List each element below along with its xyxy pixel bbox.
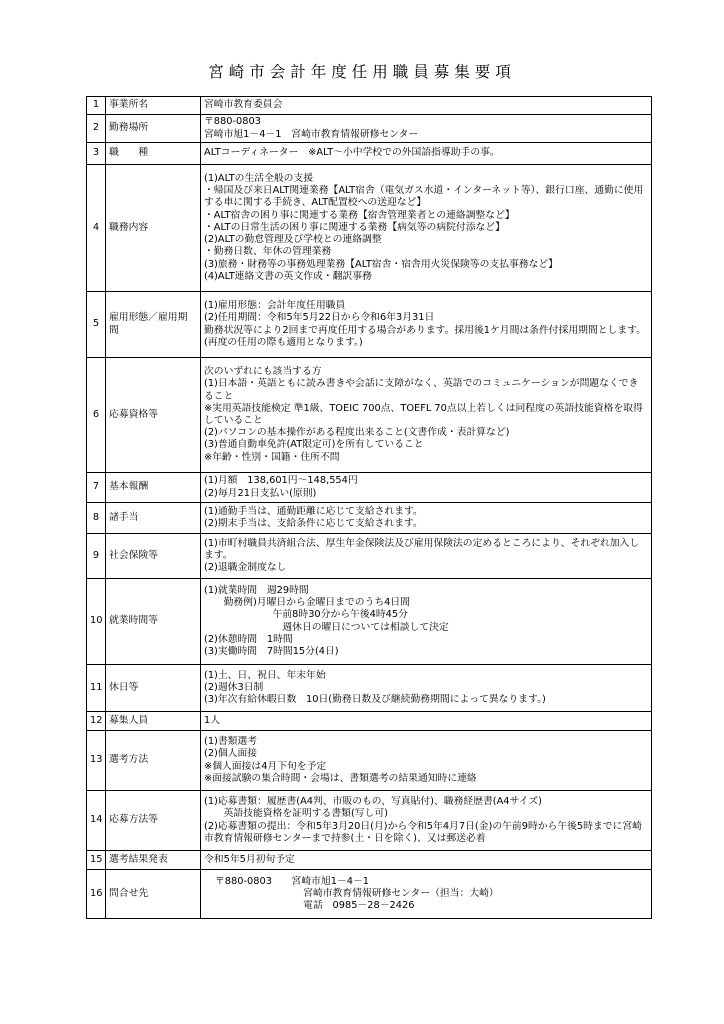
row-number: 7 — [87, 473, 106, 503]
row-content: (1)土、日、祝日、年末年始 (2)週休3日制 (3)年次有給休暇日数 10日(勤務日数及び継続勤務期間によって異なります。) — [201, 665, 652, 712]
table-row — [87, 712, 652, 731]
row-item-label: 応募資格等 — [106, 358, 201, 473]
row-number: 12 — [87, 712, 106, 731]
row-item-label: 休日等 — [106, 665, 201, 712]
row-number: 6 — [87, 358, 106, 473]
row-number: 13 — [87, 731, 106, 791]
table-row — [87, 731, 652, 791]
recruitment-outline-table — [86, 96, 652, 919]
row-content: (1)書類選考 (2)個人面接 ※個人面接は4月下旬を予定 ※面接試験の集合時間・会場は、書類選考の結果通知時に連絡 — [201, 731, 652, 791]
row-item-label: 事業所名 — [106, 97, 201, 115]
row-number: 8 — [87, 503, 106, 534]
row-number: 4 — [87, 165, 106, 292]
table-row — [87, 97, 652, 115]
table-row — [87, 292, 652, 358]
row-item-label: 職 種 — [106, 143, 201, 165]
row-content: 令和5年5月初旬予定 — [201, 851, 652, 870]
row-content: (1)月額 138,601円～148,554円 (2)毎月21日支払い(原則) — [201, 473, 652, 503]
row-number: 2 — [87, 115, 106, 143]
row-content: (1)就業時間 週29時間 勤務例)月曜日から金曜日までのうち4日間 午前8時30分から午後4時45分 週休日の曜日については相談して決定 (2)休憩時間 1時間 (3)実働時間 7時間15分(4日) — [201, 579, 652, 665]
row-item-label: 基本報酬 — [106, 473, 201, 503]
table-row — [87, 473, 652, 503]
table-row — [87, 791, 652, 851]
row-content: 次のいずれにも該当する方 (1)日本語・英語ともに読み書きや会話に支障がなく、英語でのコミュニケーションが問題なくできること ※実用英語技能検定 準1級、TOEIC 700点、TOEFL 70点以上若しくは同程度の英語技能資格を取得していること (2)パソコンの基本操作がある程度出来ること(文書作成・表計算など) (3)普通自動車免許(AT限定可)を所有していること ※年齢・性別・国籍・住所不問 — [201, 358, 652, 473]
row-number: 15 — [87, 851, 106, 870]
row-number: 3 — [87, 143, 106, 165]
row-item-label: 勤務場所 — [106, 115, 201, 143]
row-number: 11 — [87, 665, 106, 712]
row-number: 14 — [87, 791, 106, 851]
row-content: 〒880-0803 宮崎市旭1－4－1 宮崎市教育情報研修センター — [201, 115, 652, 143]
row-number: 1 — [87, 97, 106, 115]
row-content: (1)市町村職員共済組合法、厚生年金保険法及び雇用保険法の定めるところにより、それぞれ加入します。 (2)退職金制度なし — [201, 534, 652, 579]
row-number: 5 — [87, 292, 106, 358]
row-item-label: 問合せ先 — [106, 870, 201, 919]
table-row — [87, 143, 652, 165]
row-content: ALTコーディネーター ※ALT～小中学校での外国語指導助手の事。 — [201, 143, 652, 165]
row-number: 10 — [87, 579, 106, 665]
row-item-label: 雇用形態／雇用期間 — [106, 292, 201, 358]
row-number: 16 — [87, 870, 106, 919]
row-number: 9 — [87, 534, 106, 579]
row-content: 〒880-0803 宮崎市旭1－4－1 宮崎市教育情報研修センター（担当：大崎） 電話 0985－28－2426 — [201, 870, 652, 919]
table-row — [87, 358, 652, 473]
row-content: (1)ALTの生活全般の支援 ・帰国及び来日ALT関連業務【ALT宿舎（電気ガス水道・インターネット等）、銀行口座、通勤に使用する車に関する手続き、ALT配置校への送迎など】 ・ALT宿舎の困り事に関連する業務【宿舎管理業者との連絡調整など】 ・ALTの日常生活の困り事に関連する業務【病気等の病院付添など】 (2)ALTの勤怠管理及び学校との連絡調整 ・勤務日数、年休の管理業務 (3)旅務・財務等の事務処理業務【ALT宿舎・宿舎用火災保険等の支払事務など】 (4)ALT連絡文書の英文作成・翻訳事務 — [201, 165, 652, 292]
row-item-label: 応募方法等 — [106, 791, 201, 851]
row-item-label: 社会保険等 — [106, 534, 201, 579]
table-row — [87, 665, 652, 712]
table-row — [87, 870, 652, 919]
table-row — [87, 165, 652, 292]
row-item-label: 就業時間等 — [106, 579, 201, 665]
row-item-label: 職務内容 — [106, 165, 201, 292]
table-row — [87, 503, 652, 534]
table-row — [87, 579, 652, 665]
page-title: 宮崎市会計年度任用職員募集要項 — [208, 63, 516, 81]
row-item-label: 募集人員 — [106, 712, 201, 731]
row-item-label: 諸手当 — [106, 503, 201, 534]
row-content: (1)通勤手当は、通勤距離に応じて支給されます。 (2)期末手当は、支給条件に応じて支給されます。 — [201, 503, 652, 534]
row-content: (1)雇用形態：会計年度任用職員 (2)任用期間：令和5年5月22日から令和6年3月31日 勤務状況等により2回まで再度任用する場合があります。採用後1ケ月間は条件付採用期間とします。(再度の任用の際も適用となります。) — [201, 292, 652, 358]
row-item-label: 選考結果発表 — [106, 851, 201, 870]
row-content: 1人 — [201, 712, 652, 731]
row-content: 宮崎市教育委員会 — [201, 97, 652, 115]
table-row — [87, 115, 652, 143]
table-row — [87, 534, 652, 579]
row-item-label: 選考方法 — [106, 731, 201, 791]
table-row — [87, 851, 652, 870]
row-content: (1)応募書類：履歴書(A4判、市販のもの、写真貼付)、職務経歴書(A4サイズ) 英語技能資格を証明する書類(写し可) (2)応募書類の提出：令和5年3月20日(月)から令和5年4月7日(金)の午前9時から午後5時までに宮崎市教育情報研修センターまで持参(土・日を除く)、又は郵送必着 — [201, 791, 652, 851]
